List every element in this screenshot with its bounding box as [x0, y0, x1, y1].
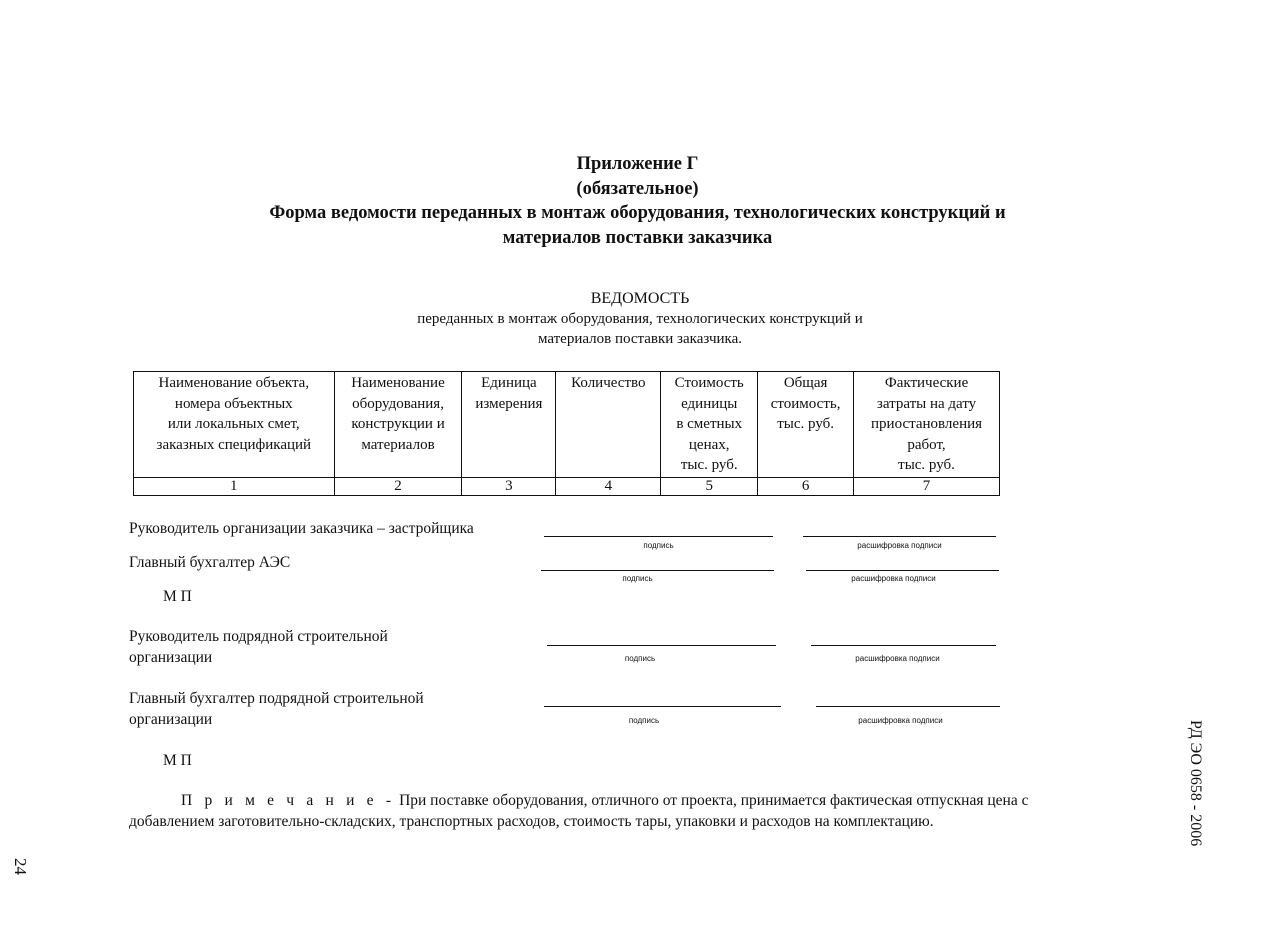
- appendix-title: Приложение Г: [576, 154, 699, 174]
- contractor-accountant-label-line1: Главный бухгалтер подрядной строительной: [129, 690, 424, 707]
- document-id: РД ЭО 0658 - 2006: [1187, 720, 1204, 847]
- header-unit: Единица измерения: [462, 372, 556, 478]
- column-number: 3: [462, 477, 556, 495]
- signature-caption: подпись: [624, 654, 656, 663]
- note-text-line2: добавлением заготовительно-складских, транспортных расходов, стоимость тары, упаковки и расходов на комплектацию.: [129, 813, 934, 830]
- statement-subtitle-line1: переданных в монтаж оборудования, технологических конструкций и: [417, 311, 863, 327]
- signature-decode-caption: расшифровка подписи: [855, 654, 940, 663]
- header-quantity: Количество: [556, 372, 661, 478]
- appendix-form-title-line2: материалов поставки заказчика: [502, 227, 773, 248]
- signature-caption: подпись: [622, 574, 653, 583]
- appendix-heading: [0, 152, 1265, 250]
- signature-decode-line: [811, 645, 996, 646]
- statement-title: ВЕДОМОСТЬ: [590, 290, 690, 307]
- header-equipment-name: Наименование оборудования, конструкции и материалов: [334, 372, 462, 478]
- signature-decode-caption: расшифровка подписи: [851, 574, 936, 583]
- customer-head-label: Руководитель организации заказчика – застройщика: [129, 520, 474, 537]
- note-label: П р и м е ч а н и е -: [181, 792, 396, 809]
- column-number: 1: [134, 477, 335, 495]
- npp-chief-accountant-label: Главный бухгалтер АЭС: [129, 554, 291, 571]
- column-number: 2: [334, 477, 462, 495]
- signature-decode-line: [816, 706, 1000, 707]
- statement-table: [133, 371, 1000, 496]
- signature-caption: подпись: [628, 716, 660, 725]
- signature-decode-caption: расшифровка подписи: [858, 716, 943, 725]
- column-number: 4: [556, 477, 661, 495]
- header-actual-costs: Фактические затраты на дату приостановления работ, тыс. руб.: [854, 372, 1000, 478]
- page-number: 24: [11, 858, 30, 875]
- stamp-place-2: М П: [163, 752, 192, 769]
- signature-decode-caption: расшифровка подписи: [857, 541, 942, 550]
- signature-decode-line: [803, 536, 996, 537]
- column-number: 7: [854, 477, 1000, 495]
- contractor-accountant-label-line2: организации: [129, 711, 213, 728]
- header-total-cost: Общая стоимость, тыс. руб.: [758, 372, 854, 478]
- footnote: [129, 790, 1069, 832]
- stamp-place-1: М П: [163, 588, 192, 605]
- signature-decode-line: [806, 570, 999, 571]
- note-text-line1: При поставке оборудования, отличного от проекта, принимается фактическая отпускная цена с: [395, 792, 1029, 809]
- table-header-row: [134, 372, 1000, 478]
- statement-heading: [0, 289, 1265, 349]
- table-row: [134, 477, 1000, 495]
- signature-line: [544, 706, 781, 707]
- column-number: 6: [758, 477, 854, 495]
- statement-subtitle-line2: материалов поставки заказчика.: [537, 331, 743, 347]
- appendix-status: (обязательное): [576, 178, 699, 199]
- appendix-form-title-line1: Форма ведомости переданных в монтаж оборудования, технологических конструкций и: [269, 203, 1006, 223]
- header-object-name: Наименование объекта, номера объектных или локальных смет, заказных спецификаций: [134, 372, 335, 478]
- column-number: 5: [661, 477, 758, 495]
- header-unit-cost: Стоимость единицы в сметных ценах, тыс. руб.: [661, 372, 758, 478]
- contractor-head-label-line2: организации: [129, 649, 213, 666]
- signature-line: [541, 570, 774, 571]
- signature-line: [547, 645, 776, 646]
- signature-caption: подпись: [643, 541, 674, 550]
- signature-line: [544, 536, 773, 537]
- contractor-head-label-line1: Руководитель подрядной строительной: [129, 628, 388, 645]
